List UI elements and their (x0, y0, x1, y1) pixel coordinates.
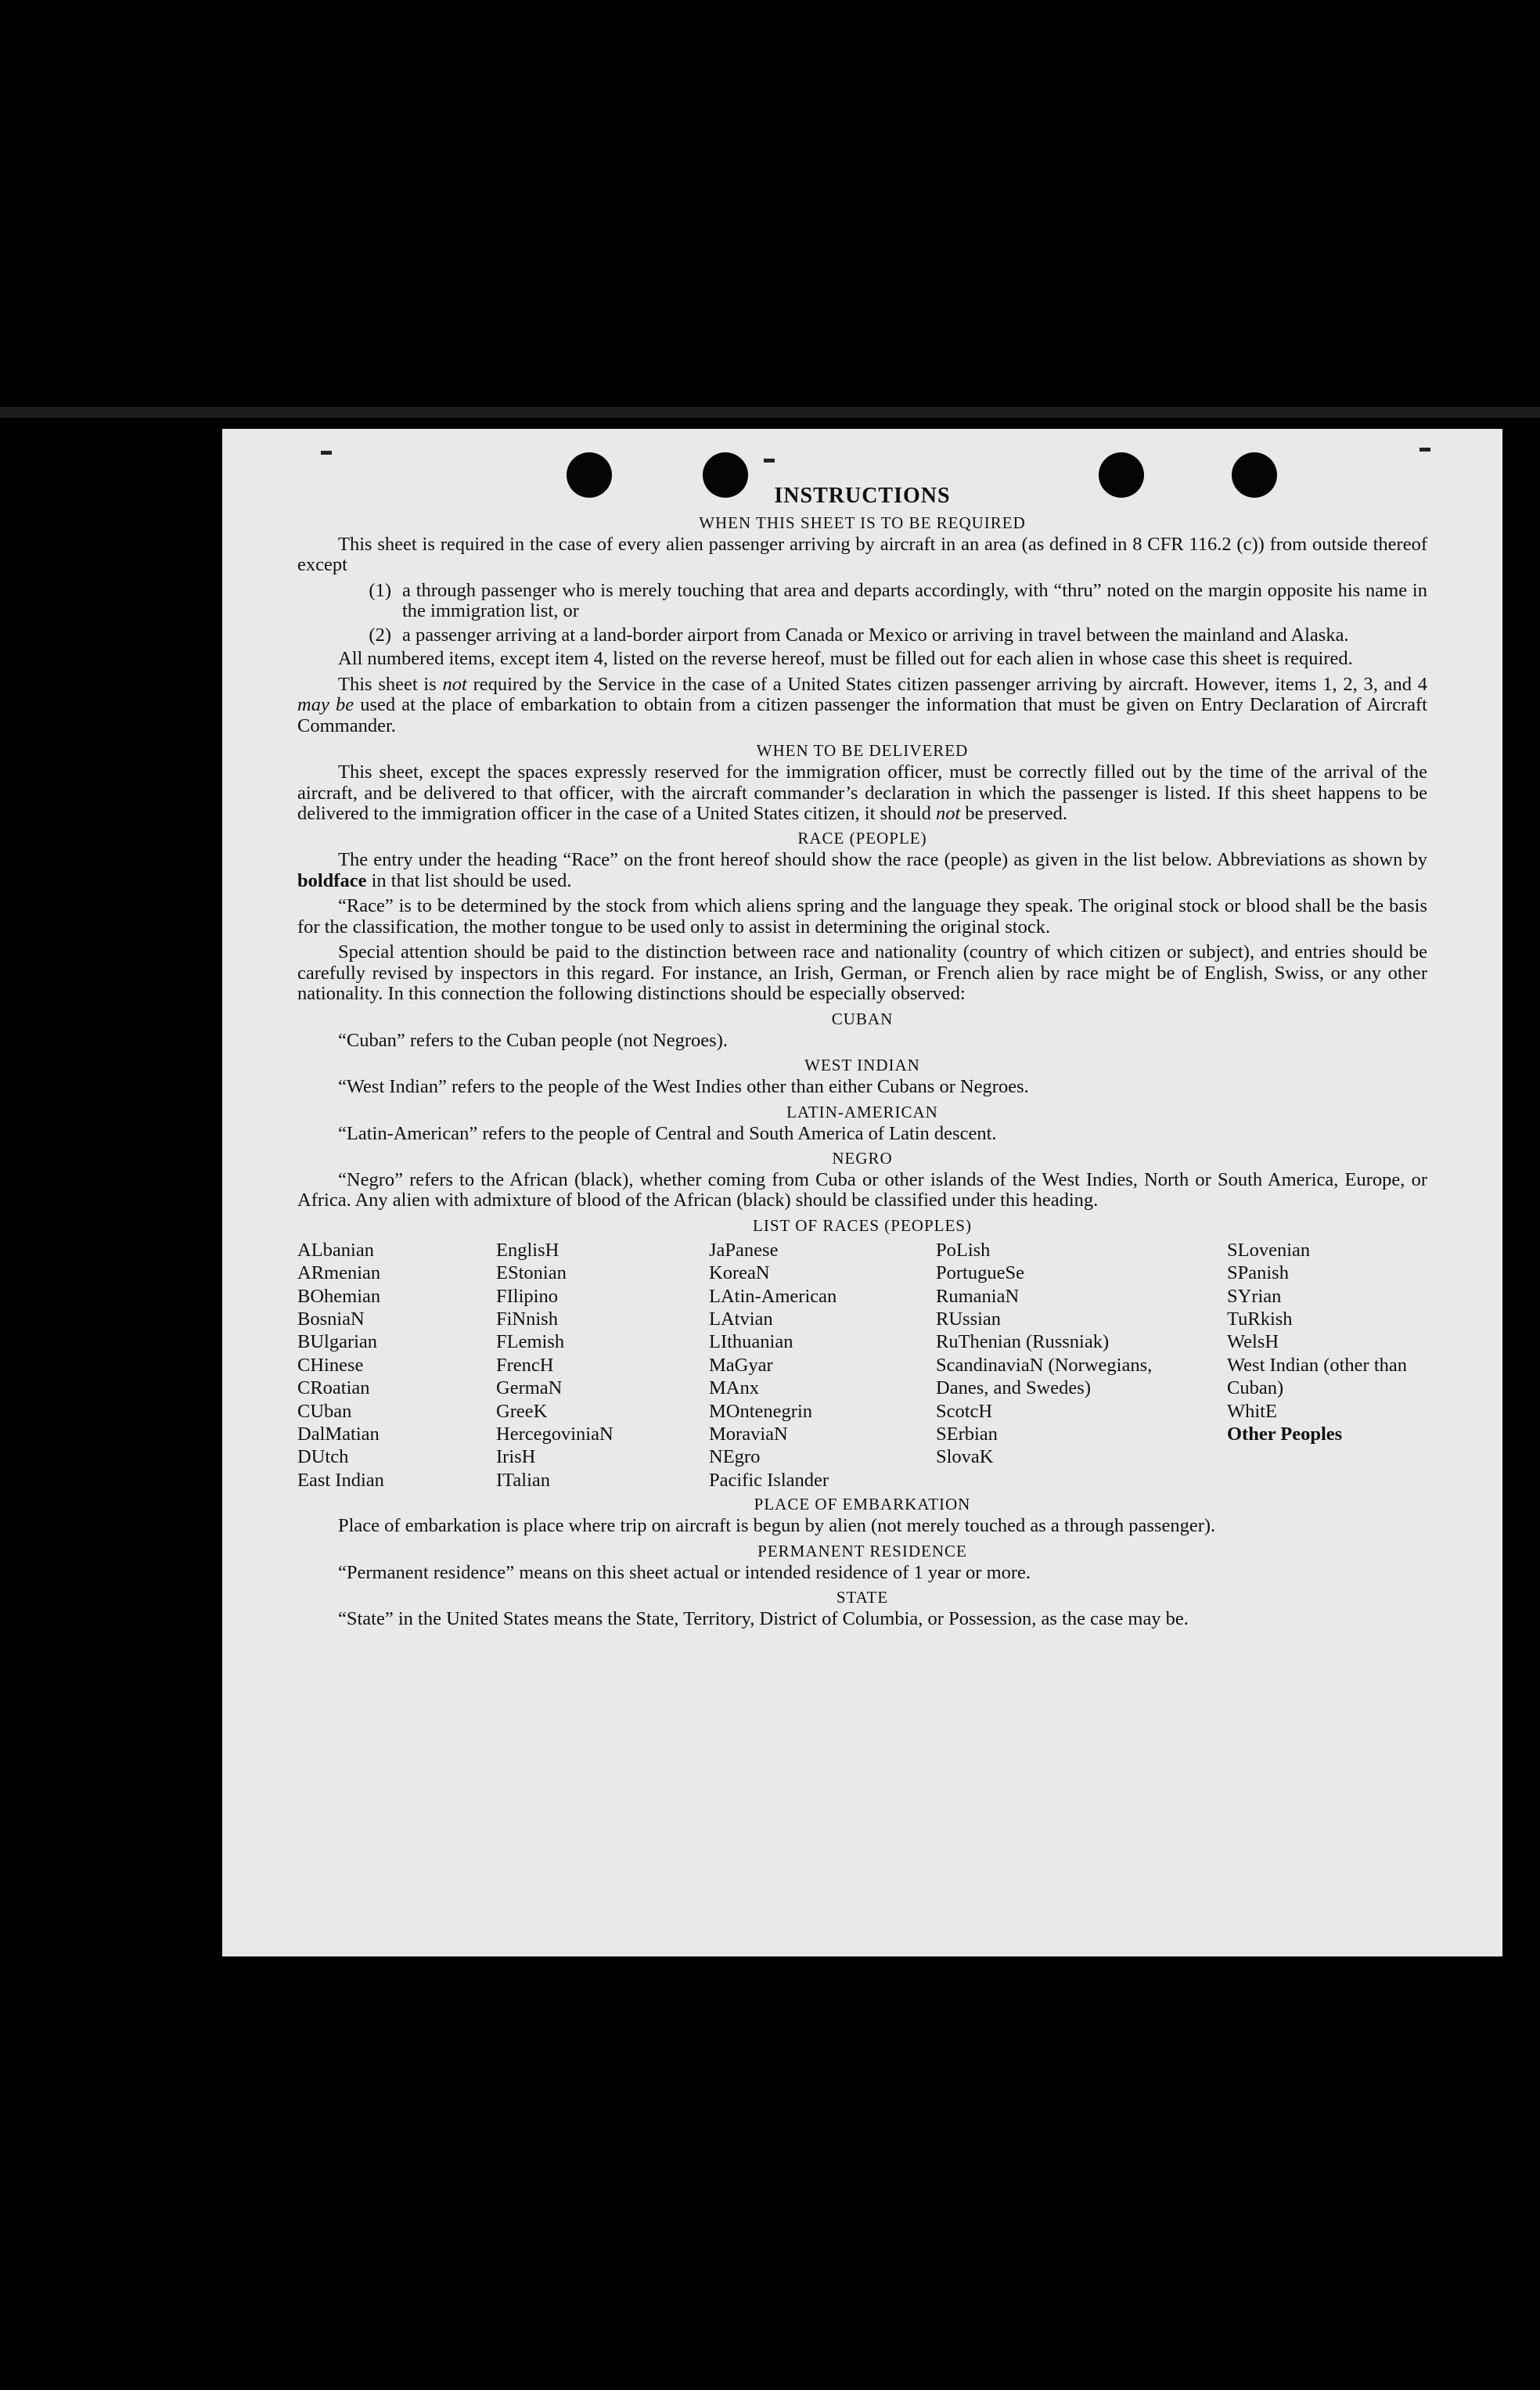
instruction-sheet (222, 429, 1502, 1956)
race-entry: DalMatian (297, 1424, 380, 1445)
smudge (764, 459, 775, 463)
races-column-2 (496, 1239, 709, 1492)
exception-number: (1) (369, 579, 391, 601)
cuban-paragraph: “Cuban” refers to the Cuban people (not Negroes). (338, 1029, 728, 1051)
race-entry: EnglisH (496, 1239, 560, 1261)
race-entry: SPanish (1227, 1262, 1289, 1284)
race-entry: SYrian (1227, 1285, 1282, 1307)
heading-race: RACE (PEOPLE) (797, 829, 927, 848)
exception-text: a through passenger who is merely touching that area and departs accordingly, with “thru” noted on the margin opposite his name in the immigration list, or (402, 579, 1427, 622)
state-paragraph: “State” in the United States means the State, Territory, District of Columbia, or Possession, as the case may be. (338, 1608, 1189, 1630)
race-entry: FiNnish (496, 1308, 558, 1330)
race-entry: ALbanian (297, 1239, 374, 1261)
race-entry: PortugueSe (936, 1262, 1024, 1284)
race-paragraph-2: “Race” is to be determined by the stock from which aliens spring and the language they speak. The original stock or blood shall be the basis for the classification, the mother tongue to be used only to assist in determining the original stock. (297, 895, 1427, 938)
races-column-5 (1227, 1239, 1427, 1492)
punch-hole (703, 452, 748, 498)
race-entry: ITalian (496, 1469, 551, 1491)
race-entry: CRoatian (297, 1377, 370, 1399)
race-entry: CUban (297, 1400, 352, 1422)
race-paragraph-1: The entry under the heading “Race” on the front hereof should show the race (people) as given in the list below. Abbreviations as shown by boldface in that list should be used. (297, 849, 1427, 891)
delivered-paragraph: This sheet, except the spaces expressly reserved for the immigration officer, must be correctly filled out by the time of the arrival of the aircraft, and be delivered to that officer, with the aircraft commander’s declaration in which the passenger is listed. If this sheet happens to be delivered to the immigration officer in the case of a United States citizen, it should not be preserved. (297, 761, 1427, 824)
race-entry: West Indian (other than Cuban) (1227, 1354, 1408, 1399)
race-entry: RUssian (936, 1308, 1002, 1330)
west-indian-paragraph: “West Indian” refers to the people of the West Indies other than either Cubans or Negroes. (338, 1076, 1029, 1098)
race-entry: TuRkish (1227, 1308, 1293, 1330)
races-column-3 (709, 1239, 936, 1492)
race-entry: BOhemian (297, 1285, 381, 1307)
race-entry: MAnx (709, 1377, 759, 1399)
race-entry: BUlgarian (297, 1331, 378, 1353)
races-column-1 (297, 1239, 496, 1492)
race-entry: GermaN (496, 1377, 563, 1399)
heading-state: STATE (836, 1588, 889, 1607)
heading-when-delivered: WHEN TO BE DELIVERED (756, 741, 969, 761)
race-entry: JaPanese (709, 1239, 779, 1261)
race-entry: Other Peoples (1227, 1424, 1343, 1445)
race-entry: SLovenian (1227, 1239, 1311, 1261)
heading-latin-american: LATIN-AMERICAN (786, 1102, 938, 1121)
race-entry: Pacific Islander (709, 1469, 829, 1491)
numbered-items-paragraph: All numbered items, except item 4, listed on the reverse hereof, must be filled out for each alien in whose case this sheet is required. (338, 648, 1353, 670)
punch-hole (1099, 452, 1144, 498)
race-entry: WhitE (1227, 1400, 1277, 1422)
heading-permanent-residence: PERMANENT RESIDENCE (757, 1541, 967, 1560)
race-entry: SErbian (936, 1424, 998, 1445)
race-entry: NEgro (709, 1446, 761, 1468)
race-entry: SlovaK (936, 1446, 994, 1468)
latin-american-paragraph: “Latin-American” refers to the people of Central and South America of Latin descent. (338, 1122, 997, 1144)
race-entry: FrencH (496, 1354, 554, 1376)
race-entry: LIthuanian (709, 1331, 793, 1353)
race-paragraph-3: Special attention should be paid to the distinction between race and nationality (country of which citizen or subject), and entries should be carefully revised by inspectors in this regard. For instance, an Irish, German, or French alien by race might be of English, Swiss, or any other nationality. In this connection the following distinctions should be especially observed: (297, 941, 1427, 1005)
race-entry: DUtch (297, 1446, 349, 1468)
race-entry: ScotcH (936, 1400, 993, 1422)
heading-cuban: CUBAN (831, 1009, 894, 1028)
exception-item (297, 625, 1427, 646)
race-entry: LAtvian (709, 1308, 773, 1330)
races-column-4 (936, 1239, 1227, 1492)
race-entry: KoreaN (709, 1262, 770, 1284)
race-entry: HercegoviniaN (496, 1424, 613, 1445)
exception-number: (2) (369, 624, 391, 646)
negro-paragraph: “Negro” refers to the African (black), whether coming from Cuba or other islands of the West Indies, North or South America, Europe, or Africa. Any alien with admixture of blood of the African (black) should be classified under this heading. (297, 1168, 1427, 1211)
exception-text: a passenger arriving at a land-border airport from Canada or Mexico or arriving in travel between the mainland and Alaska. (402, 624, 1349, 646)
race-entry: FIlipino (496, 1285, 558, 1307)
race-entry: MoraviaN (709, 1424, 788, 1445)
embarkation-paragraph: Place of embarkation is place where trip on aircraft is begun by alien (not merely touched as a through passenger). (338, 1515, 1216, 1537)
race-entry: EStonian (496, 1262, 567, 1284)
race-entry: WelsH (1227, 1331, 1279, 1353)
heading-when-required: WHEN THIS SHEET IS TO BE REQUIRED (699, 513, 1026, 532)
heading-west-indian: WEST INDIAN (804, 1056, 920, 1075)
heading-embarkation: PLACE OF EMBARKATION (754, 1495, 971, 1514)
race-entry: GreeK (496, 1400, 548, 1422)
document-title: INSTRUCTIONS (774, 484, 951, 508)
smudge (1419, 448, 1430, 452)
heading-list-of-races: LIST OF RACES (PEOPLES) (753, 1215, 972, 1235)
punch-hole (1232, 452, 1277, 498)
citizen-paragraph: This sheet is not required by the Service in the case of a United States citizen passenger arriving by aircraft. However, items 1, 2, 3, and 4 may be used at the place of embarkation to obtain from a citizen passenger the information that must be given on Entry Declaration of Aircraft Commander. (297, 673, 1427, 736)
race-entry: CHinese (297, 1354, 364, 1376)
race-entry: PoLish (936, 1239, 991, 1261)
race-entry: MaGyar (709, 1354, 773, 1376)
race-entry: ScandinaviaN (Norwegians, Danes, and Swedes) (936, 1354, 1153, 1399)
intro-paragraph: This sheet is required in the case of every alien passenger arriving by aircraft in an area (as defined in 8 CFR 116.2 (c)) from outside thereof except (297, 534, 1427, 576)
punch-hole (567, 452, 612, 498)
race-entry: RumaniaN (936, 1285, 1020, 1307)
race-entry: ARmenian (297, 1262, 381, 1284)
race-entry: East Indian (297, 1469, 384, 1491)
race-entry: FLemish (496, 1331, 565, 1353)
races-table (297, 1239, 1427, 1492)
race-entry: MOntenegrin (709, 1400, 812, 1422)
race-entry: RuThenian (Russniak) (936, 1331, 1110, 1353)
heading-negro: NEGRO (832, 1148, 893, 1168)
residence-paragraph: “Permanent residence” means on this sheet actual or intended residence of 1 year or more. (338, 1561, 1031, 1583)
smudge (321, 451, 332, 455)
race-entry: LAtin-American (709, 1285, 837, 1307)
race-entry: IrisH (496, 1446, 536, 1468)
film-edge-top (0, 407, 1540, 418)
race-entry: BosniaN (297, 1308, 365, 1330)
exception-item (297, 581, 1427, 622)
